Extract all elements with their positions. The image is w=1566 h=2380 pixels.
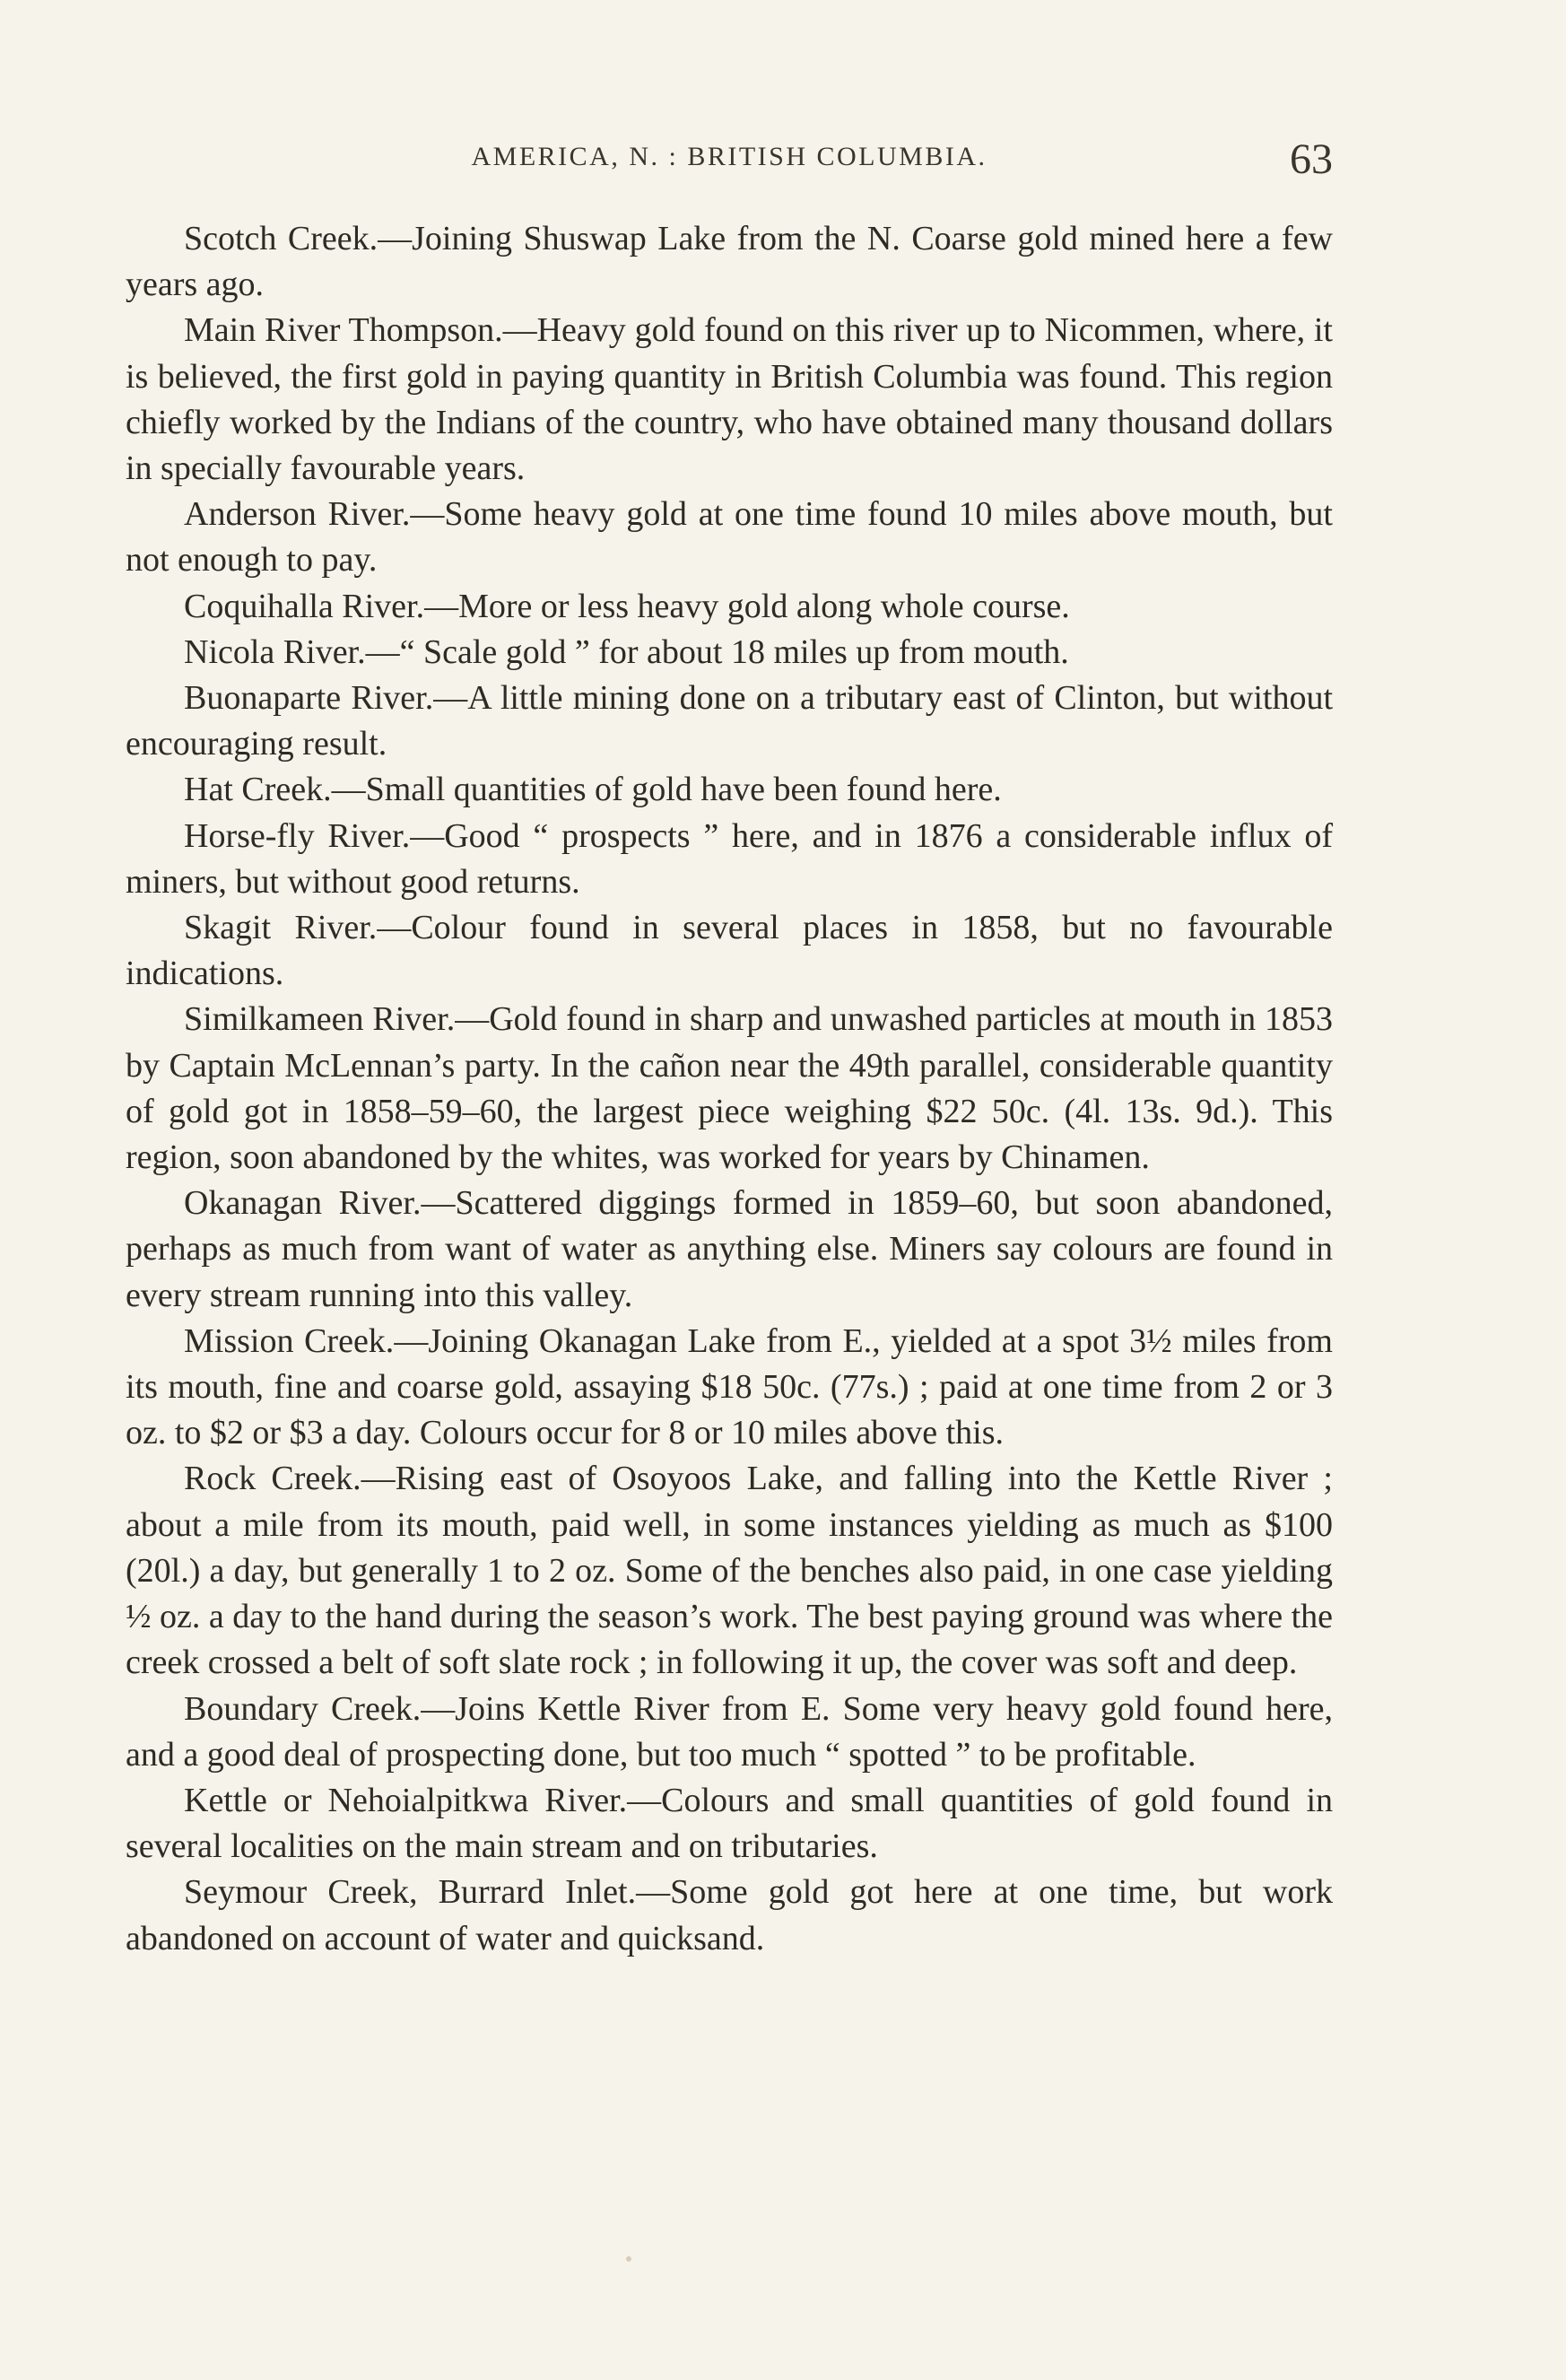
entry-title: Okanagan River.	[184, 1184, 422, 1223]
entry-title: Anderson River.	[184, 495, 411, 534]
entry-similkameen-river	[126, 997, 1333, 1181]
entry-title: Scotch Creek.	[184, 220, 378, 257]
entry-title: Boundary Creek.	[184, 1689, 422, 1728]
entry-title: Hat Creek.	[184, 771, 332, 809]
entry-buonaparte-river	[126, 676, 1333, 767]
entry-text: —Heavy gold found on this river up to Nicommen, where, it is believed, the first gold in paying quantity in British Columbia was found. This region chiefly worked by the Indians of the country, who have obtained many thousand dollars in specially favourable years.	[126, 311, 1333, 488]
entry-text: —Gold found in sharp and unwashed particles at mouth in 1853 by Captain McLennan’s party. In the cañon near the 49th parallel, considerable quantity of gold got in 1858–59–60, the largest piece weighing $22 50c. (4l. 13s. 9d.). This region, soon abandoned by the whites, was worked for years by Chinamen.	[126, 1000, 1333, 1177]
paper-speck	[626, 2256, 631, 2262]
entry-horse-fly-river	[126, 814, 1333, 905]
entry-boundary-creek	[126, 1687, 1333, 1778]
entry-text: —“ Scale gold ” for about 18 miles up from mouth.	[365, 632, 1069, 671]
entry-title: Kettle or Nehoialpitkwa River.	[184, 1781, 628, 1819]
entry-title: Seymour Creek, Burrard Inlet.	[184, 1873, 637, 1912]
entry-title: Nicola River.	[184, 632, 366, 671]
entry-text: —Joins Kettle River from E. Some very heavy gold found here, and a good deal of prospecting done, but too much “ spotted ” to be profitable.	[126, 1689, 1333, 1774]
body-text	[126, 216, 1333, 1962]
entry-okanagan-river	[126, 1181, 1333, 1319]
entry-text: —A little mining done on a tributary east of Clinton, but without encouraging result.	[126, 679, 1334, 763]
entry-main-river-thompson	[126, 308, 1333, 492]
page-number: 63	[1290, 135, 1333, 183]
entry-title: Buonaparte River.	[184, 679, 434, 718]
entry-skagit-river	[126, 905, 1333, 997]
entry-seymour-creek	[126, 1870, 1333, 1961]
entry-title: Skagit River.	[184, 909, 378, 947]
entry-title: Horse-fly River.	[184, 816, 411, 855]
entry-text: —Rising east of Osoyoos Lake, and falling into the Kettle River ; about a mile from its mouth, paid well, in some instances yielding as much as $100 (20l.) a day, but generally 1 to 2 oz. Some of the benches also paid, in one case yielding ½ oz. a day to the hand during the season’s work. The best paying ground was where the creek crossed a belt of soft slate rock ; in following it up, the cover was soft and deep.	[126, 1460, 1333, 1682]
running-title: AMERICA, N. : BRITISH COLUMBIA.	[471, 142, 987, 171]
entry-coquihalla-river	[126, 584, 1333, 630]
entry-text: —Joining Shuswap Lake from the N. Coarse gold mined here a few years ago.	[126, 220, 1333, 304]
running-head	[126, 135, 1333, 188]
entry-text: —Small quantities of gold have been found here.	[331, 771, 1002, 809]
entry-hat-creek	[126, 767, 1333, 813]
entry-text: —Some heavy gold at one time found 10 miles above mouth, but not enough to pay.	[126, 495, 1333, 580]
entry-text: —Good “ prospects ” here, and in 1876 a considerable influx of miners, but without good returns.	[126, 816, 1333, 901]
entry-nicola-river	[126, 630, 1333, 676]
entry-text: —Some gold got here at one time, but work abandoned on account of water and quicksand.	[126, 1873, 1334, 1957]
entry-text: —Colour found in several places in 1858, but no favourable indications.	[126, 909, 1333, 993]
entry-scotch-creek	[126, 216, 1333, 308]
entry-mission-creek	[126, 1319, 1333, 1457]
entry-text: —Colours and small quantities of gold found in several localities on the main stream and on tributaries.	[126, 1781, 1334, 1866]
entry-text: —More or less heavy gold along whole course.	[424, 587, 1070, 625]
entry-title: Similkameen River.	[184, 1000, 456, 1039]
entry-kettle-river	[126, 1778, 1333, 1870]
entry-rock-creek	[126, 1456, 1333, 1686]
entry-title: Rock Creek.	[184, 1460, 361, 1498]
entry-title: Coquihalla River.	[184, 587, 425, 625]
entry-anderson-river	[126, 492, 1333, 583]
entry-title: Mission Creek.	[184, 1321, 395, 1360]
entry-text: —Joining Okanagan Lake from E., yielded at a spot 3½ miles from its mouth, fine and coarse gold, assaying $18 50c. (77s.) ; paid at one time from 2 or 3 oz. to $2 or $3 a day. Colours occur for 8 or 10 miles above this.	[126, 1321, 1333, 1452]
entry-text: —Scattered diggings formed in 1859–60, but soon abandoned, perhaps as much from want of water as anything else. Miners say colours are found in every stream running into this valley.	[126, 1184, 1333, 1314]
entry-title: Main River Thompson.	[184, 311, 503, 350]
